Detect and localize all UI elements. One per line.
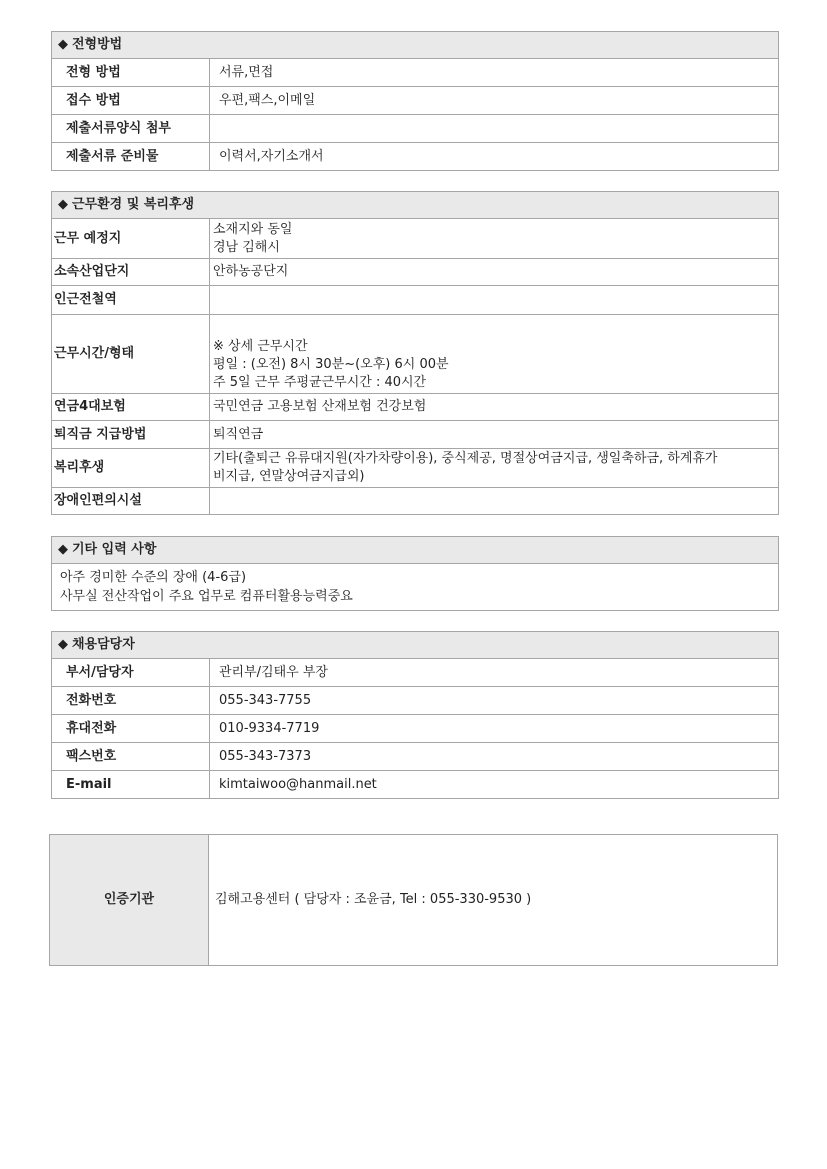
table-row: [52, 743, 779, 771]
form-attachment-label: 제출서류양식 첨부: [52, 115, 210, 143]
insurance-value: 국민연금 고용보험 산재보험 건강보험: [210, 394, 779, 421]
table-row: [52, 115, 779, 143]
table-row: [52, 286, 779, 315]
diamond-bullet-icon: ◆: [58, 37, 68, 52]
table-row: [52, 687, 779, 715]
table-row: [52, 315, 779, 394]
welfare-section-header: [52, 192, 779, 219]
work-hours-line: ※ 상세 근무시간: [213, 339, 308, 354]
disability-facility-label: 장애인편의시설: [52, 488, 210, 515]
work-hours-value: [210, 315, 779, 394]
diamond-bullet-icon: ◆: [58, 542, 68, 557]
welfare-table: [51, 191, 779, 515]
selection-method-value: 서류,면접: [210, 59, 779, 87]
insurance-label: 연금4대보험: [52, 394, 210, 421]
mobile-label: 휴대전화: [52, 715, 210, 743]
selection-section-header: [52, 32, 779, 59]
industrial-complex-value: 안하농공단지: [210, 259, 779, 286]
fax-label: 팩스번호: [52, 743, 210, 771]
selection-method-table: [51, 31, 779, 171]
work-location-label: 근무 예정지: [52, 219, 210, 259]
table-row: [52, 59, 779, 87]
severance-value: 퇴직연금: [210, 421, 779, 449]
certification-label: 인증기관: [50, 835, 209, 966]
industrial-complex-label: 소속산업단지: [52, 259, 210, 286]
welfare-section-title: 근무환경 및 복리후생: [72, 197, 195, 212]
email-value: kimtaiwoo@hanmail.net: [210, 771, 779, 799]
extra-section-header: [52, 537, 779, 564]
mobile-value: 010-9334-7719: [210, 715, 779, 743]
extra-section-title: 기타 입력 사항: [72, 542, 157, 557]
table-row: [52, 715, 779, 743]
certification-table: [49, 834, 778, 966]
department-value: 관리부/김태우 부장: [210, 659, 779, 687]
table-row: [52, 143, 779, 171]
contact-table: [51, 631, 779, 799]
table-row: [50, 835, 778, 966]
work-location-line: 경남 김해시: [213, 239, 280, 255]
work-location-value: [210, 219, 779, 259]
diamond-bullet-icon: ◆: [58, 197, 68, 212]
phone-value: 055-343-7755: [210, 687, 779, 715]
contact-section-title: 채용담당자: [72, 637, 135, 652]
form-attachment-value: [210, 115, 779, 143]
extra-info-line: 사무실 전산작업이 주요 업무로 컴퓨터활용능력중요: [60, 589, 353, 604]
benefits-line: 기타(출퇴근 유류대지원(자가차량이용), 중식제공, 명절상여금지급, 생일축하금, 하계휴가: [213, 451, 718, 466]
table-row: [52, 394, 779, 421]
selection-section-title: 전형방법: [72, 37, 123, 52]
application-method-label: 접수 방법: [52, 87, 210, 115]
disability-facility-value: [210, 488, 779, 515]
work-hours-line: 주 5일 근무 주평균근무시간 : 40시간: [213, 375, 427, 390]
extra-info-line: 아주 경미한 수준의 장애 (4-6급): [60, 570, 247, 585]
benefits-label: 복리후생: [52, 449, 210, 488]
work-location-line: 소재지와 동일: [213, 221, 293, 237]
nearby-station-label: 인근전철역: [52, 286, 210, 315]
table-row: [52, 659, 779, 687]
table-row: [52, 488, 779, 515]
phone-label: 전화번호: [52, 687, 210, 715]
nearby-station-value: [210, 286, 779, 315]
table-row: [52, 449, 779, 488]
email-label: E-mail: [52, 771, 210, 799]
fax-value: 055-343-7373: [210, 743, 779, 771]
extra-info-table: [51, 536, 779, 611]
diamond-bullet-icon: ◆: [58, 637, 68, 652]
table-row: [52, 87, 779, 115]
certification-value: 김해고용센터 ( 담당자 : 조윤금, Tel : 055-330-9530 ): [209, 835, 778, 966]
work-hours-line: 평일 : (오전) 8시 30분~(오후) 6시 00분: [213, 357, 449, 372]
table-row: [52, 564, 779, 611]
department-label: 부서/담당자: [52, 659, 210, 687]
work-hours-label: 근무시간/형태: [52, 315, 210, 394]
table-row: [52, 219, 779, 259]
benefits-value: [210, 449, 779, 488]
table-row: [52, 259, 779, 286]
benefits-line: 비지급, 연말상여금지급외): [213, 469, 365, 484]
selection-method-label: 전형 방법: [52, 59, 210, 87]
severance-label: 퇴직금 지급방법: [52, 421, 210, 449]
application-method-value: 우편,팩스,이메일: [210, 87, 779, 115]
extra-info-value: [52, 564, 779, 611]
table-row: [52, 421, 779, 449]
contact-section-header: [52, 632, 779, 659]
documents-label: 제출서류 준비물: [52, 143, 210, 171]
documents-value: 이력서,자기소개서: [210, 143, 779, 171]
table-row: [52, 771, 779, 799]
